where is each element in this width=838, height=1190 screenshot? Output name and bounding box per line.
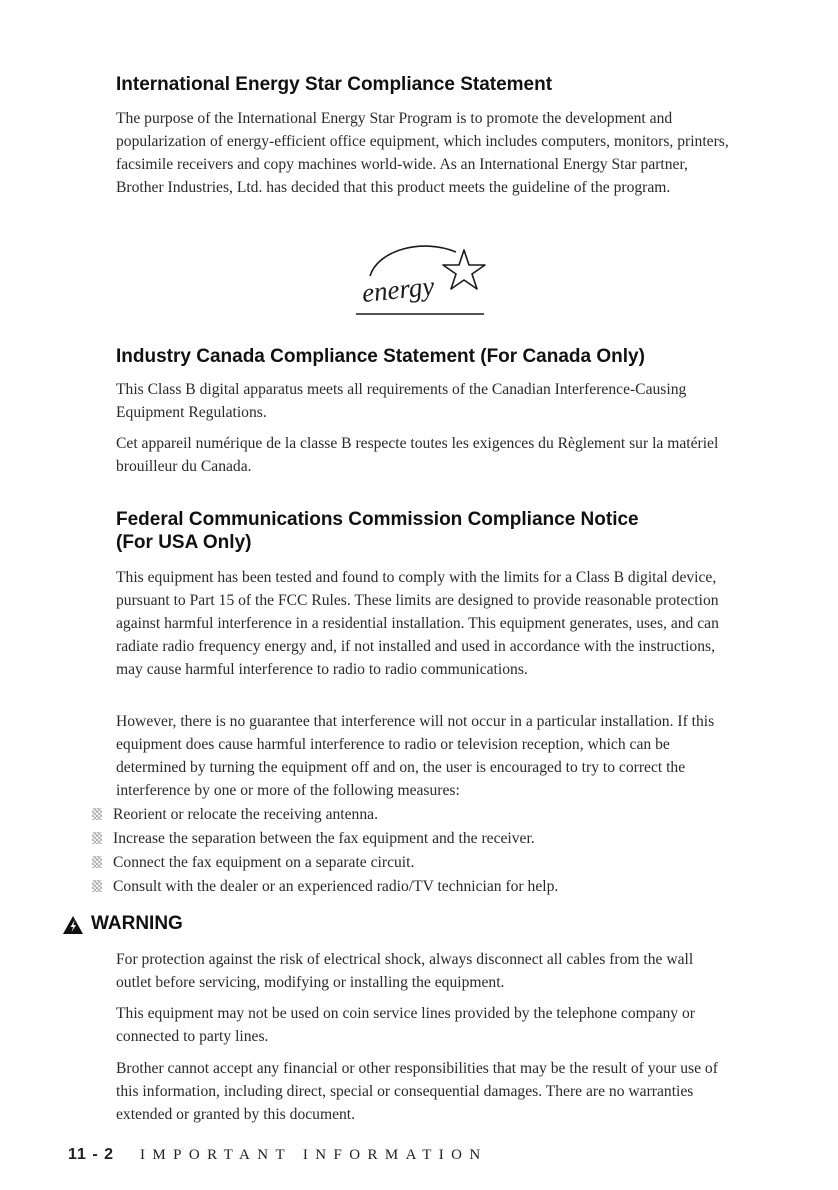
warning-title: WARNING (91, 913, 183, 934)
page-footer (68, 1146, 488, 1164)
bullet-icon (92, 880, 102, 892)
fcc-measure-text: Consult with the dealer or an experienced radio/TV technician for help. (113, 878, 559, 895)
industry-canada-body-fr: Cet appareil numérique de la classe B respecte toutes les exigences du Règlement sur la matériel brouilleur du Canada. (116, 435, 719, 475)
bullet-icon (92, 832, 102, 844)
energy-star-logo (352, 236, 488, 318)
industry-canada-body-en: This Class B digital apparatus meets all requirements of the Canadian Interference-Causing Equipment Regulations. (116, 381, 687, 421)
fcc-body-2: However, there is no guarantee that interference will not occur in a particular installation. If this equipment does cause harmful interference to radio or television reception, which can be determined by turning the equipment off and on, the user is encouraged to try to correct the interference by one or more of the following measures: (116, 713, 715, 799)
fcc-measure-item (92, 803, 378, 826)
energy-star-heading: International Energy Star Compliance Statement (116, 74, 553, 95)
page-number: 11 - 2 (68, 1146, 115, 1163)
fcc-measure-item (92, 875, 558, 898)
fcc-measure-text: Increase the separation between the fax equipment and the receiver. (113, 830, 535, 847)
warning-paragraph-3: Brother cannot accept any financial or other responsibilities that may be the result of your use of this information, including direct, special or consequential damages. There are no warranties extended or granted by this document. (116, 1060, 718, 1123)
energy-logo-text: energy (360, 270, 436, 309)
fcc-measure-item (92, 827, 535, 850)
warning-paragraph-2: This equipment may not be used on coin service lines provided by the telephone company or connected to party lines. (116, 1005, 695, 1045)
fcc-measure-text: Reorient or relocate the receiving antenna. (113, 806, 378, 823)
fcc-measure-text: Connect the fax equipment on a separate circuit. (113, 854, 415, 871)
fcc-measure-item (92, 851, 414, 874)
energy-star-body: The purpose of the International Energy Star Program is to promote the development and popularization of energy-efficient office equipment, which includes computers, monitors, printers, facsimile receivers and copy machines world-wide. As an International Energy Star partner, Brother Industries, Ltd. has decided that this product meets the guideline of the program. (116, 110, 729, 196)
fcc-heading-line1: Federal Communications Commission Compliance Notice (116, 509, 639, 530)
industry-canada-heading: Industry Canada Compliance Statement (For Canada Only) (116, 346, 645, 367)
warning-icon (62, 915, 84, 935)
warning-paragraph-1: For protection against the risk of electrical shock, always disconnect all cables from the wall outlet before servicing, modifying or installing the equipment. (116, 951, 694, 991)
fcc-heading-line2: (For USA Only) (116, 532, 252, 553)
section-label: IMPORTANT INFORMATION (140, 1147, 488, 1163)
bullet-icon (92, 808, 102, 820)
fcc-body-1: This equipment has been tested and found to comply with the limits for a Class B digital device, pursuant to Part 15 of the FCC Rules. These limits are designed to provide reasonable protection against harmful interference in a residential installation. This equipment generates, uses, and can radiate radio frequency energy and, if not installed and used in accordance with the instructions, may cause harmful interference to radio to radio communications. (116, 569, 719, 678)
bullet-icon (92, 856, 102, 868)
